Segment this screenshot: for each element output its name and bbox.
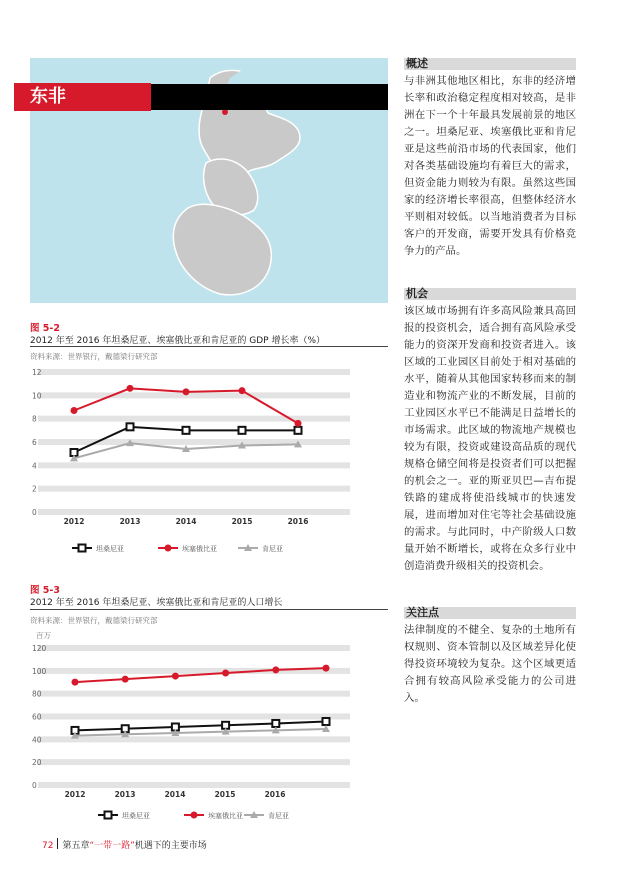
opportunity-heading: 机会 (404, 288, 576, 300)
data-point (272, 720, 279, 727)
figure1-rule (30, 346, 388, 347)
sidebar-overview (404, 58, 576, 260)
y-tick-label: 10 (32, 391, 42, 401)
y-tick-label: 2 (32, 484, 37, 494)
chapter-suffix: 机遇下的主要市场 (134, 841, 207, 851)
figure2-title: 2012 年至 2016 年坦桑尼亚、埃塞俄比亚和肯尼亚的人口增长 (30, 598, 283, 608)
data-point (172, 673, 179, 680)
x-tick-label: 2012 (63, 517, 85, 526)
y-tick-label: 100 (32, 666, 47, 676)
y-tick-label: 40 (32, 735, 42, 745)
title-bar-decoration (151, 84, 388, 110)
figure1-number: 图 5-2 (30, 323, 60, 334)
data-point (183, 388, 190, 395)
x-tick-label: 2012 (64, 790, 86, 799)
y-tick-label: 4 (32, 461, 37, 471)
legend-label: 肯尼亚 (262, 545, 283, 553)
figure2-unit: 百万 (36, 631, 51, 640)
figure2-rule (30, 609, 388, 610)
y-tick-label: 20 (32, 758, 42, 768)
y-tick-label: 120 (32, 644, 47, 653)
legend-label: 坦桑尼亚 (96, 545, 124, 553)
opportunity-text: 该区域市场拥有许多高风险兼具高回报的投资机会，适合拥有高风险承受能力的资深开发商和投资者进入。该区域的工业园区目前处于相对基础的水平，随着从其他国家转移而来的制造业和物流产业的不断发展，目前的工业园区水平已不能满足日益增长的市场需求。此区域的物流地产规模也较为有限，投资或建设高品质的现代规格仓储空间将是投资者们可以把握的机会之一。亚的斯亚贝巴—吉布提铁路的建成将使沿线城市的快速发展，进而增加对住宅等社会基础设施的需求。与此同时，中产阶级人口数量开始不断增长，或将在众多行业中创造消费升级相关的投资机会。 (404, 305, 576, 572)
x-tick-label: 2013 (119, 517, 141, 526)
legend-label: 埃塞俄比亚 (182, 545, 217, 553)
y-tick-label: 6 (32, 438, 37, 447)
legend-marker (165, 545, 172, 552)
data-point (239, 387, 246, 394)
x-tick-label: 2015 (231, 517, 253, 526)
y-tick-label: 80 (32, 689, 42, 699)
x-tick-label: 2016 (287, 517, 309, 526)
x-tick-label: 2015 (214, 790, 236, 799)
page-number: 72 (42, 841, 54, 851)
data-point (72, 679, 79, 686)
legend-marker (105, 812, 112, 819)
y-tick-label: 60 (32, 712, 42, 722)
attention-heading: 关注点 (404, 607, 576, 619)
sidebar-attention (404, 607, 576, 707)
legend-marker (191, 812, 198, 819)
overview-heading: 概述 (404, 58, 576, 70)
x-tick-label: 2013 (114, 790, 136, 799)
figure2-source: 资料来源：世界银行，戴德梁行研究部 (30, 616, 158, 625)
data-point (272, 666, 279, 673)
legend-label: 埃塞俄比亚 (208, 812, 243, 820)
data-point (323, 718, 330, 725)
data-point (127, 423, 134, 430)
y-tick-label: 12 (32, 368, 42, 377)
y-tick-label: 0 (32, 508, 37, 517)
figure2-number: 图 5-3 (30, 585, 60, 596)
x-tick-label: 2014 (175, 517, 197, 526)
legend-label: 坦桑尼亚 (122, 812, 150, 820)
data-point (239, 427, 246, 434)
figure1-title: 2012 年至 2016 年坦桑尼亚、埃塞俄比亚和肯尼亚的 GDP 增长率（%） (30, 336, 325, 346)
y-tick-label: 0 (32, 781, 37, 790)
population-chart (30, 640, 390, 825)
data-point (323, 665, 330, 672)
page-footer (42, 838, 207, 851)
x-tick-label: 2016 (264, 790, 286, 799)
data-point (183, 427, 190, 434)
data-point (127, 385, 134, 392)
legend-marker (79, 545, 86, 552)
x-tick-label: 2014 (164, 790, 186, 799)
data-point (71, 407, 78, 414)
figure1-source: 资料来源：世界银行，戴德梁行研究部 (30, 352, 158, 361)
chapter-prefix: 第五章 (62, 841, 90, 851)
attention-text: 法律制度的不健全、复杂的土地所有权规则、资本管制以及区域差异化使得投资环境较为复杂。这个区域更适合拥有较高风险承受能力的公司进入。 (404, 624, 576, 704)
data-point (222, 670, 229, 677)
data-point (122, 676, 129, 683)
gdp-growth-chart (30, 362, 390, 562)
data-point (295, 420, 302, 427)
footer-divider (57, 838, 58, 849)
chapter-quote: “一带一路” (89, 841, 135, 851)
region-label: 东非 (14, 83, 151, 111)
overview-text: 与非洲其他地区相比，东非的经济增长率和政治稳定程度相对较高，是非洲在下一个十年最具发展前景的地区之一。坦桑尼亚、埃塞俄比亚和肯尼亚是这些前沿市场的代表国家，他们对各类基础设施均有着巨大的需求，但资金能力则较为有限。虽然这些国家的经济增长率很高，但整体经济水平则相对较低。以当地消费者为目标客户的开发商，需要开发具有价格竞争力的产品。 (404, 75, 576, 257)
sidebar-opportunity (404, 288, 576, 575)
data-point (295, 427, 302, 434)
y-tick-label: 8 (32, 414, 37, 424)
legend-label: 肯尼亚 (268, 812, 289, 820)
